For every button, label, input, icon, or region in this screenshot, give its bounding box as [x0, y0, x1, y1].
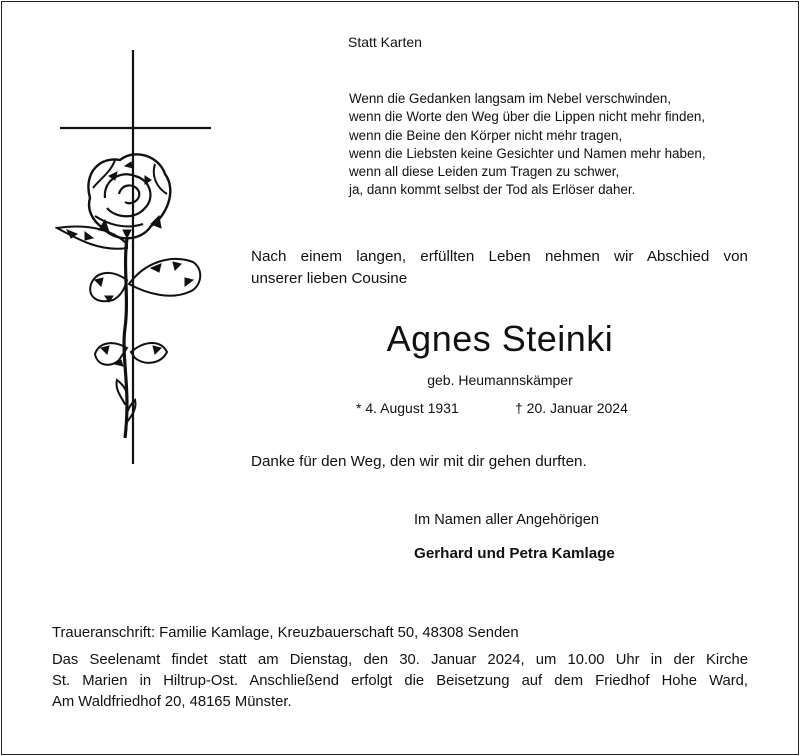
mourning-address: Traueranschrift: Familie Kamlage, Kreuzbauerschaft 50, 48308 Senden — [52, 625, 519, 641]
on-behalf-text: Im Namen aller Angehörigen — [414, 512, 599, 528]
thanks-text: Danke für den Weg, den wir mit dir gehen durften. — [251, 453, 587, 470]
service-line: Am Waldfriedhof 20, 48165 Münster. — [52, 694, 292, 710]
statt-karten-label: Statt Karten — [348, 34, 422, 50]
poem — [349, 90, 706, 200]
poem-line: wenn die Liebsten keine Gesichter und Namen mehr haben, — [349, 145, 706, 161]
death-date: † 20. Januar 2024 — [515, 400, 628, 416]
cross-rose-artwork — [55, 48, 215, 468]
deceased-name: Agnes Steinki — [386, 318, 614, 359]
poem-line: wenn die Worte den Weg über die Lippen nicht mehr finden, — [349, 109, 706, 125]
intro-line-1: Nach einem langen, erfüllten Leben nehmen wir Abschied von — [251, 248, 748, 265]
poem-line: wenn all diese Leiden zum Tragen zu schwer, — [349, 164, 620, 180]
poem-line: wenn die Beine den Körper nicht mehr tragen, — [349, 127, 623, 143]
service-line: Das Seelenamt findet statt am Dienstag, den 30. Januar 2024, um 10.00 Uhr in der Kirche — [52, 652, 748, 668]
intro-line-2: unserer lieben Cousine — [251, 270, 408, 287]
signer-names: Gerhard und Petra Kamlage — [414, 545, 615, 562]
intro-text — [251, 246, 748, 290]
poem-line: Wenn die Gedanken langsam im Nebel verschwinden, — [349, 91, 672, 106]
poem-line: ja, dann kommt selbst der Tod als Erlöser daher. — [349, 182, 636, 198]
service-line: St. Marien in Hiltrup-Ost. Anschließend erfolgt die Beisetzung auf dem Friedhof Hohe Ward, — [52, 673, 748, 689]
service-info — [52, 650, 748, 713]
rose-icon — [57, 154, 200, 438]
maiden-name: geb. Heumannskämper — [427, 372, 573, 388]
birth-date: * 4. August 1931 — [356, 400, 459, 416]
